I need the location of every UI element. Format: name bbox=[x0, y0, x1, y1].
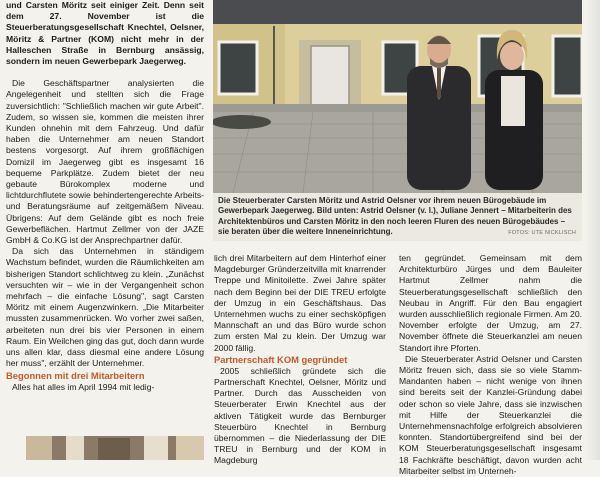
article-paragraph: und Carsten Möritz seit einiger Zeit. Denn seit dem 27. November ist die Steuerberatungsgesellschaft Knechtel, Oelsner, Möritz & Partner (KOM) nicht mehr in der Halleschen Straße in Bernburg ansässig, sondern im neuen Gewerbepark Jaegerweg. bbox=[6, 0, 204, 67]
corridor-photo bbox=[26, 436, 204, 460]
building-photo bbox=[213, 0, 582, 193]
photo-credit: FOTOS: UTE NICKLISCH bbox=[508, 229, 576, 236]
photo-illustration bbox=[26, 436, 204, 460]
article-paragraph: ten gegründet. Gemeinsam mit dem Architekturbüro Jürges und dem Bauleiter Hartmut Zellmer nahm die Steuerberatungsgesellschaft schließlich den Neubau in Angriff. Für den Bau engagiert wurden ausschließlich regionale Firmen. Am 20. November erfolgte der Umzug, am 27. November öffnete die Steuerkanzlei am neuen Standort ihre Pforten. bbox=[399, 253, 582, 353]
photo-roof bbox=[213, 0, 582, 28]
photo-caption bbox=[213, 193, 582, 241]
photo-door bbox=[311, 46, 349, 110]
article-paragraph: Da sich das Unternehmen in ständigem Wachstum befindet, wurden die Räumlichkeiten am bisherigen Standort schlichtweg zu klein. „Zunächst versuchten wir – wie in der Vergangenheit schon mehrfach – die einfache Lösung", sagt Carsten Möritz mit einem Augenzwinkern. „Die Mitarbeiter mussten zusammenrücken. Wo vorher zwei saßen, arbeiteten nun drei bis vier Personen in einem Raum. Ein Weilchen ging das gut, doch dann wurde uns allen klar, dass diesmal eine andere Lösung her muss", erzählt der Unternehmer. bbox=[6, 246, 204, 369]
photo-illustration bbox=[213, 0, 582, 193]
section-heading: Begonnen mit drei Mitarbeitern bbox=[6, 369, 145, 381]
photo-caption-text: Die Steuerberater Carsten Möritz und Astrid Oelsner vor ihrem neuen Bürogebäude im Gewerbepark Jaegerweg. Bild unten: Astrid Oelsner (v. l.), Juliane Jennert – Mitarbeiterin des Architektenbüros und Carsten Möritz in den noch leeren Fluren des neuen Bürogebäudes – sie beraten über die weitere Inneneinrichtung. bbox=[218, 196, 572, 237]
section-heading: Partnerschaft KOM gegründet bbox=[214, 353, 348, 365]
article-paragraph: 2005 schließlich gründete sich die Partnerschaft Knechtel, Oelsner, Möritz und Partner. Durch das Ausscheiden von Steuerberater Erwin Knechtel aus der aktiven Tätigkeit wurde das Bernburger Steuerbüro Knechtel in Bernburg übernommen – die Niederlassung der DIE TREU in Bernburg und der KOM in Magdeburg bbox=[214, 365, 386, 466]
article-paragraph: Die Geschäftspartner analysierten die Angelegenheit und stellten sich die Frage zuversichtlich: "Schließlich machen wir gute Arbeit". Zudem, so wissen sie, kommen die meisten ihrer Kunden ohnehin mit dem Fahrzeug. Und dafür haben die Unternehmer am neuen Standort bestens vorgesorgt. Auf ihrem großflächigen Domizil im Jaegerweg gibt es insgesamt 16 bequeme Parkplätze. Zudem bietet der neu gebaute Bürokomplex moderne und lichtdurchflutete sowie behindertengerechte Arbeits- und Beratungsräume auf zeitgemäßem Niveau. Übrigens: Auf dem Gelände gibt es noch freie Gewerbeflächen. Hartmut Zellmer von der JAZE GmbH & Co.KG ist der Ansprechpartner dafür. bbox=[6, 78, 204, 246]
page-edge-shadow bbox=[586, 0, 600, 460]
photo-window bbox=[553, 36, 582, 96]
article-column-right bbox=[399, 253, 582, 477]
article-paragraph: lich drei Mitarbeitern auf dem Hinterhof einer Magdeburger Gründerzeitvilla mit knarrender Treppe und Minitoilette. Zwei Jahre später nach dem Beginn bei der DIE TREU erfolgte der Umzug in ein Geschäftshaus. Das Unternehmen wuchs zu einer sechsköpfigen Mannschaft an und das Büro wurde schon zum ersten Mal zu klein. Der Umzug war 2000 fällig. bbox=[214, 253, 386, 353]
article-column-left bbox=[6, 0, 204, 393]
article-column-middle bbox=[214, 253, 386, 467]
photo-window bbox=[219, 42, 257, 94]
article-paragraph: Die Steuerberater Astrid Oelsner und Carsten Möritz freuen sich, dass sie so viele Stamm-Mandanten haben – nicht wenige von ihnen sind bereits seit der Kanzlei-Gründung dabei oder schon so viele Jahre, dass sie inzwischen mit Hilfe der Steuerkanzlei die Unternehmensnachfolge erfolgreich absolvieren konnten. Standortübergreifend sind bei der KOM Steuerberatungsgesellschaft insgesamt 18 Fachkräfte beschäftigt, davon wurden acht Mitarbeiter selbst im Unterneh- bbox=[399, 353, 582, 476]
article-paragraph: Alles hat alles im April 1994 mit ledig- bbox=[12, 381, 155, 392]
